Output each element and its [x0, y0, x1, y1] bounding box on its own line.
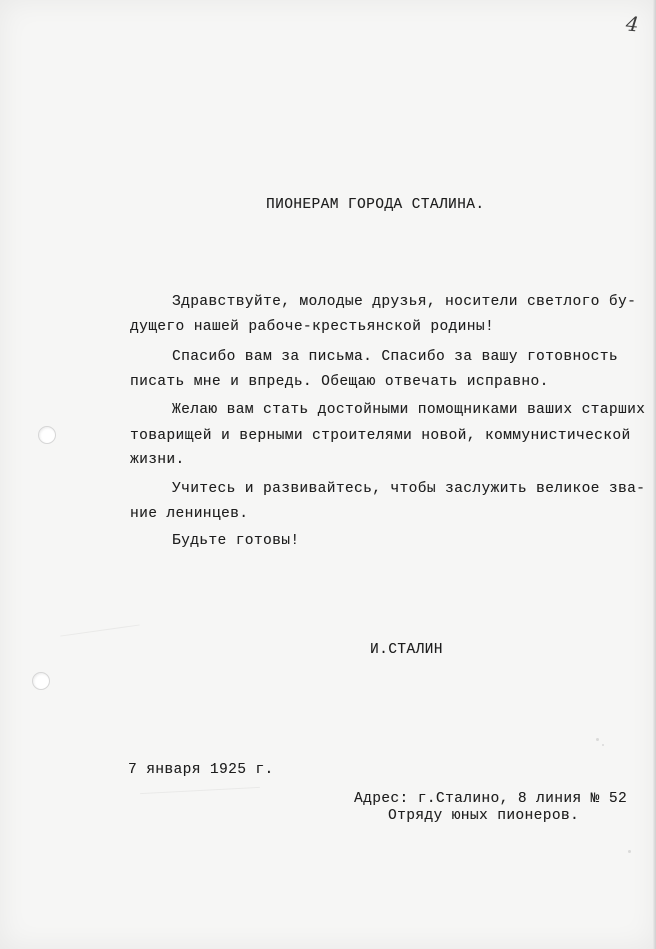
ink-speck [602, 744, 604, 746]
body-line: Спасибо вам за письма. Спасибо за вашу готовность [172, 349, 618, 365]
signature: И.СТАЛИН [370, 642, 443, 658]
punch-hole-bottom [32, 672, 50, 690]
ink-speck [596, 738, 599, 741]
body-line: дущего нашей рабоче-крестьянской родины! [130, 319, 495, 335]
ink-speck [628, 850, 631, 853]
body-line: Желаю вам стать достойными помощниками ваших старших [172, 402, 646, 418]
body-line: Учитесь и развивайтесь, чтобы заслужить великое зва- [172, 481, 646, 497]
body-line: писать мне и впредь. Обещаю отвечать исправно. [130, 374, 549, 390]
paper-crease [140, 787, 260, 794]
address-line: Адрес: г.Сталино, 8 линия № 52 [354, 791, 628, 807]
punch-hole-top [38, 426, 56, 444]
paper-crease [60, 624, 139, 636]
body-line: товарищей и верными строителями новой, коммунистической [130, 428, 631, 444]
letter-date: 7 января 1925 г. [128, 762, 274, 778]
body-line: жизни. [130, 452, 185, 468]
page-number: 4 [624, 11, 640, 37]
address-recipient: Отряду юных пионеров. [388, 808, 580, 824]
body-line: Будьте готовы! [172, 533, 300, 549]
body-line: ние ленинцев. [130, 506, 249, 522]
body-line: Здравствуйте, молодые друзья, носители светлого бу- [172, 294, 637, 310]
letter-heading: ПИОНЕРАМ ГОРОДА СТАЛИНА. [266, 197, 485, 213]
